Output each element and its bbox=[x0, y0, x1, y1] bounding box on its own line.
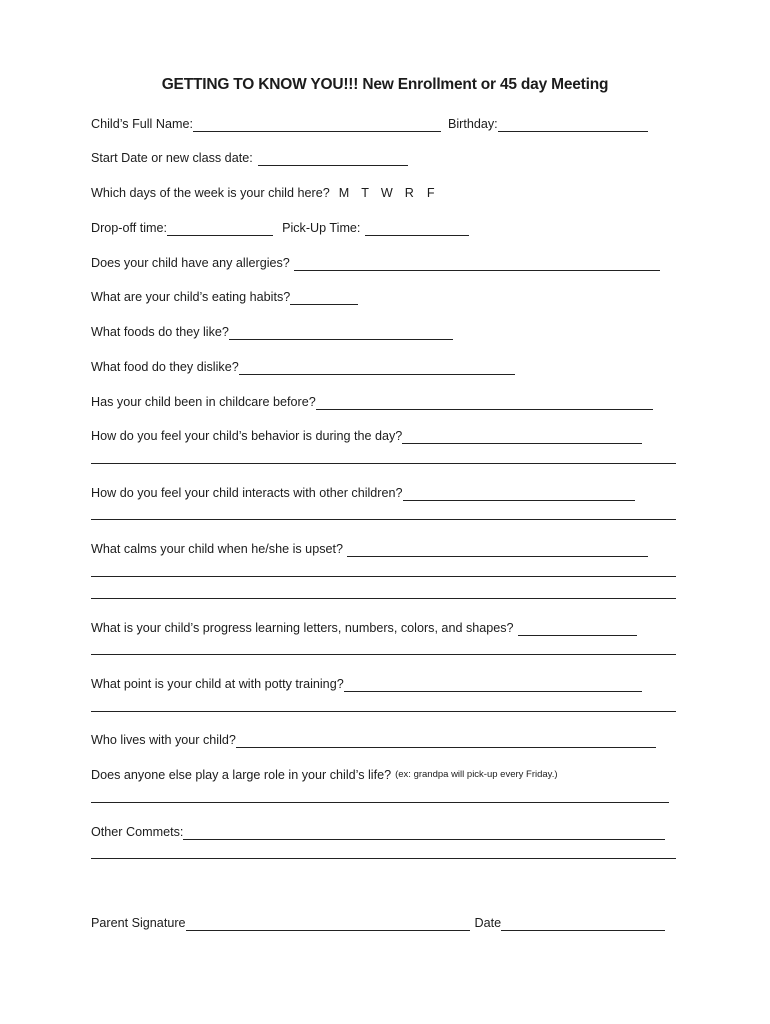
potty-label: What point is your child at with potty training? bbox=[91, 677, 344, 691]
child-full-name-label: Child’s Full Name: bbox=[91, 117, 193, 131]
lives-with-label: Who lives with your child? bbox=[91, 733, 236, 747]
date-field[interactable] bbox=[501, 916, 665, 931]
behavior-label: How do you feel your child’s behavior is during the day? bbox=[91, 429, 403, 443]
row-interacts bbox=[91, 483, 635, 501]
calms-label: What calms your child when he/she is upset? bbox=[91, 542, 343, 556]
calms-extra-line-2[interactable] bbox=[91, 598, 676, 599]
row-signature bbox=[91, 913, 665, 931]
pickup-field[interactable] bbox=[365, 221, 469, 236]
day-option-t[interactable]: T bbox=[361, 186, 369, 200]
date-label: Date bbox=[474, 916, 502, 930]
allergies-label: Does your child have any allergies? bbox=[91, 256, 290, 270]
dropoff-field[interactable] bbox=[167, 221, 273, 236]
foods-like-label: What foods do they like? bbox=[91, 325, 229, 339]
food-dislike-field[interactable] bbox=[239, 360, 515, 375]
row-potty bbox=[91, 674, 642, 692]
row-start-date bbox=[91, 148, 408, 166]
potty-field[interactable] bbox=[344, 677, 642, 692]
behavior-field[interactable] bbox=[402, 429, 642, 444]
start-date-field[interactable] bbox=[258, 151, 408, 166]
progress-extra-line[interactable] bbox=[91, 654, 676, 655]
foods-like-field[interactable] bbox=[229, 325, 453, 340]
row-times bbox=[91, 218, 469, 236]
row-food-dislike bbox=[91, 357, 515, 375]
row-behavior bbox=[91, 426, 642, 444]
day-option-f[interactable]: F bbox=[426, 186, 435, 200]
behavior-extra-line[interactable] bbox=[91, 463, 676, 464]
progress-field[interactable] bbox=[518, 621, 637, 636]
form-title: GETTING TO KNOW YOU!!! New Enrollment or 45 day Meeting bbox=[161, 76, 609, 93]
row-other-comments bbox=[91, 822, 665, 840]
start-date-label: Start Date or new class date: bbox=[91, 151, 253, 165]
birthday-label: Birthday: bbox=[447, 117, 498, 131]
which-days-label: Which days of the week is your child here? bbox=[91, 186, 330, 200]
parent-signature-label: Parent Signature bbox=[91, 916, 186, 930]
large-role-example: (ex: grandpa will pick-up every Friday.) bbox=[395, 769, 558, 780]
day-option-r[interactable]: R bbox=[404, 186, 414, 200]
row-foods-like bbox=[91, 322, 453, 340]
other-comments-field[interactable] bbox=[183, 825, 665, 840]
eating-habits-label: What are your child’s eating habits? bbox=[91, 290, 291, 304]
child-full-name-field[interactable] bbox=[193, 117, 441, 132]
large-role-label: Does anyone else play a large role in your child’s life? bbox=[91, 768, 392, 782]
row-calms bbox=[91, 539, 648, 557]
row-childcare-before bbox=[91, 392, 653, 410]
childcare-before-label: Has your child been in childcare before? bbox=[91, 395, 316, 409]
row-lives-with bbox=[91, 730, 656, 748]
progress-label: What is your child’s progress learning letters, numbers, colors, and shapes? bbox=[91, 621, 514, 635]
other-comments-extra-line[interactable] bbox=[91, 858, 676, 859]
interacts-label: How do you feel your child interacts with other children? bbox=[91, 486, 403, 500]
birthday-field[interactable] bbox=[498, 117, 648, 132]
calms-field[interactable] bbox=[347, 542, 648, 557]
childcare-before-field[interactable] bbox=[316, 395, 653, 410]
dropoff-label: Drop-off time: bbox=[91, 221, 168, 235]
row-allergies bbox=[91, 253, 660, 271]
interacts-extra-line[interactable] bbox=[91, 519, 676, 520]
row-name-birthday bbox=[91, 114, 648, 132]
pickup-label: Pick-Up Time: bbox=[282, 221, 361, 235]
day-option-w[interactable]: W bbox=[380, 186, 393, 200]
row-eating-habits bbox=[91, 287, 358, 305]
row-large-role bbox=[91, 765, 558, 783]
eating-habits-field[interactable] bbox=[290, 290, 358, 305]
parent-signature-field[interactable] bbox=[186, 916, 470, 931]
row-days-of-week bbox=[91, 183, 435, 201]
day-option-m[interactable]: M bbox=[338, 186, 350, 200]
food-dislike-label: What food do they dislike? bbox=[91, 360, 239, 374]
other-comments-label: Other Commets: bbox=[91, 825, 184, 839]
potty-extra-line[interactable] bbox=[91, 711, 676, 712]
lives-with-field[interactable] bbox=[236, 733, 656, 748]
calms-extra-line-1[interactable] bbox=[91, 576, 676, 577]
large-role-line[interactable] bbox=[91, 802, 669, 803]
row-progress bbox=[91, 618, 637, 636]
interacts-field[interactable] bbox=[403, 486, 635, 501]
allergies-field[interactable] bbox=[294, 256, 660, 271]
